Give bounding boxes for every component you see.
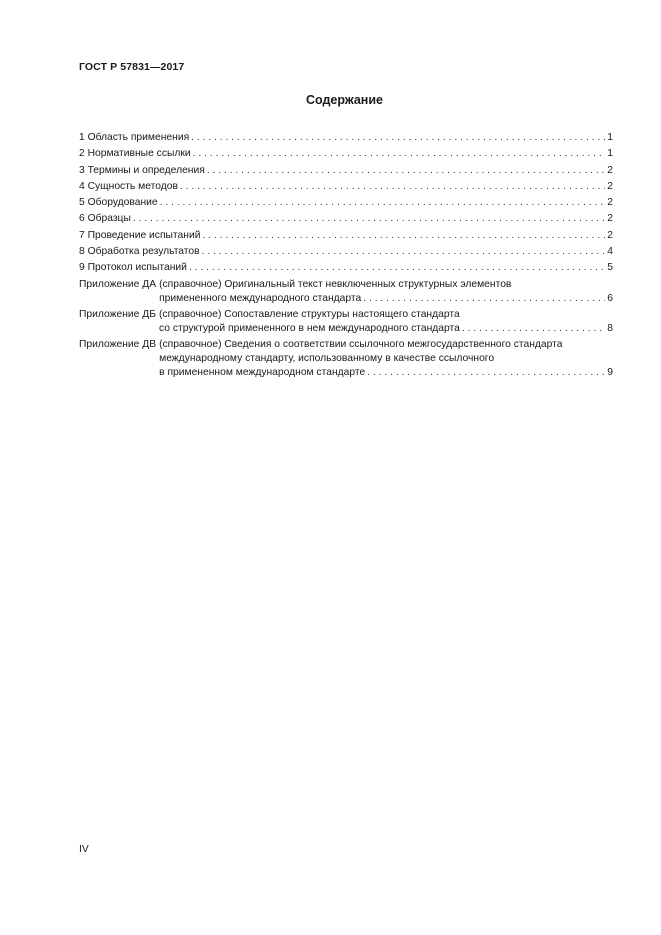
toc-entry-page-number: 2 <box>607 213 613 225</box>
toc-entry[interactable] <box>79 212 613 226</box>
toc-entry[interactable] <box>79 245 613 259</box>
toc-entry[interactable] <box>79 261 613 275</box>
toc-entry-body <box>79 212 613 226</box>
toc-entry-prefix: Приложение ДВ <box>79 339 157 351</box>
toc-entry[interactable] <box>79 164 613 178</box>
toc-entry-text: 4 Сущность методов <box>79 180 178 192</box>
toc-entry-text: 8 Обработка результатов <box>79 246 200 258</box>
toc-dot-leader <box>462 322 605 336</box>
toc-entry-page-number: 6 <box>607 292 613 304</box>
toc-dot-leader <box>160 196 606 210</box>
toc-dot-leader <box>367 366 605 380</box>
toc-entry-text: 1 Область применения <box>79 132 190 143</box>
toc-entry-body <box>79 229 613 243</box>
toc-entry-body <box>159 308 613 336</box>
toc-entry-prefix: Приложение ДБ <box>79 308 156 320</box>
toc-entry-body <box>79 196 613 210</box>
toc-entry[interactable] <box>79 278 613 306</box>
toc-entry-final-line <box>79 261 613 275</box>
toc-entry-page-number: 2 <box>607 180 613 192</box>
toc-entry-page-number: 2 <box>607 164 613 176</box>
toc-entry-final-line <box>79 147 613 161</box>
toc-entry-text: 6 Образцы <box>79 213 131 225</box>
toc-entry-line: международному стандарту, использованному в качестве ссылочного <box>159 353 495 365</box>
toc-entry-page-number: 2 <box>607 229 613 241</box>
toc-entry-final-line <box>159 322 613 336</box>
table-of-contents <box>79 131 613 383</box>
toc-entry-final-line <box>79 212 613 226</box>
toc-entry-body <box>79 131 613 145</box>
toc-entry-final-line <box>79 131 613 145</box>
toc-dot-leader <box>189 261 605 275</box>
toc-dot-leader <box>202 245 606 259</box>
toc-dot-leader <box>191 131 605 145</box>
toc-entry[interactable] <box>79 131 613 145</box>
toc-entry[interactable] <box>79 147 613 161</box>
toc-entry[interactable] <box>79 196 613 210</box>
toc-entry-final-line <box>159 366 613 380</box>
toc-entry-body <box>79 245 613 259</box>
toc-entry-text: со структурой примененного в нем международного стандарта <box>159 322 460 334</box>
toc-entry-page-number: 2 <box>607 197 613 209</box>
toc-entry-body <box>159 338 613 380</box>
toc-entry-text: 5 Оборудование <box>79 197 158 209</box>
toc-entry-text: 7 Проведение испытаний <box>79 229 201 241</box>
toc-entry-text: 2 Нормативные ссылки <box>79 148 191 160</box>
toc-entry-page-number: 1 <box>607 148 613 160</box>
toc-entry-body <box>79 147 613 161</box>
toc-entry-final-line <box>79 164 613 178</box>
toc-entry[interactable] <box>79 338 613 380</box>
toc-entry[interactable] <box>79 180 613 194</box>
toc-entry-final-line <box>79 229 613 243</box>
toc-entry-line: (справочное) Сведения о соответствии ссылочного межгосударственного стандарта <box>159 339 563 351</box>
toc-entry-page-number: 1 <box>607 132 613 143</box>
toc-entry-body <box>79 180 613 194</box>
toc-dot-leader <box>202 229 605 243</box>
toc-entry-page-number: 4 <box>607 246 613 258</box>
toc-entry-text: в примененном международном стандарте <box>159 367 366 379</box>
toc-entry-final-line <box>159 292 613 306</box>
toc-entry-final-line <box>79 245 613 259</box>
toc-entry-page-number: 5 <box>607 262 613 274</box>
toc-dot-leader <box>207 164 605 178</box>
toc-entry-page-number: 8 <box>607 322 613 334</box>
toc-dot-leader <box>180 180 605 194</box>
toc-entry-line: (справочное) Сопоставление структуры настоящего стандарта <box>159 308 460 320</box>
toc-entry-text: примененного международного стандарта <box>159 292 362 304</box>
toc-entry-line: (справочное) Оригинальный текст невключенных структурных элементов <box>159 278 512 290</box>
page-number: IV <box>79 844 89 855</box>
toc-dot-leader <box>363 292 605 306</box>
toc-entry-body <box>79 164 613 178</box>
toc-entry-final-line <box>79 180 613 194</box>
toc-dot-leader <box>193 147 606 161</box>
toc-entry-text: 3 Термины и определения <box>79 164 205 176</box>
toc-entry-body <box>79 261 613 275</box>
toc-title: Содержание <box>305 93 383 107</box>
toc-entry-prefix: Приложение ДА <box>79 278 157 290</box>
document-code: ГОСТ Р 57831—2017 <box>79 61 185 73</box>
toc-entry[interactable] <box>79 308 613 336</box>
toc-entry-text: 9 Протокол испытаний <box>79 262 187 274</box>
toc-entry-body <box>159 278 613 306</box>
toc-dot-leader <box>133 212 605 226</box>
toc-entry-page-number: 9 <box>607 367 613 379</box>
toc-entry-final-line <box>79 196 613 210</box>
toc-entry[interactable] <box>79 229 613 243</box>
